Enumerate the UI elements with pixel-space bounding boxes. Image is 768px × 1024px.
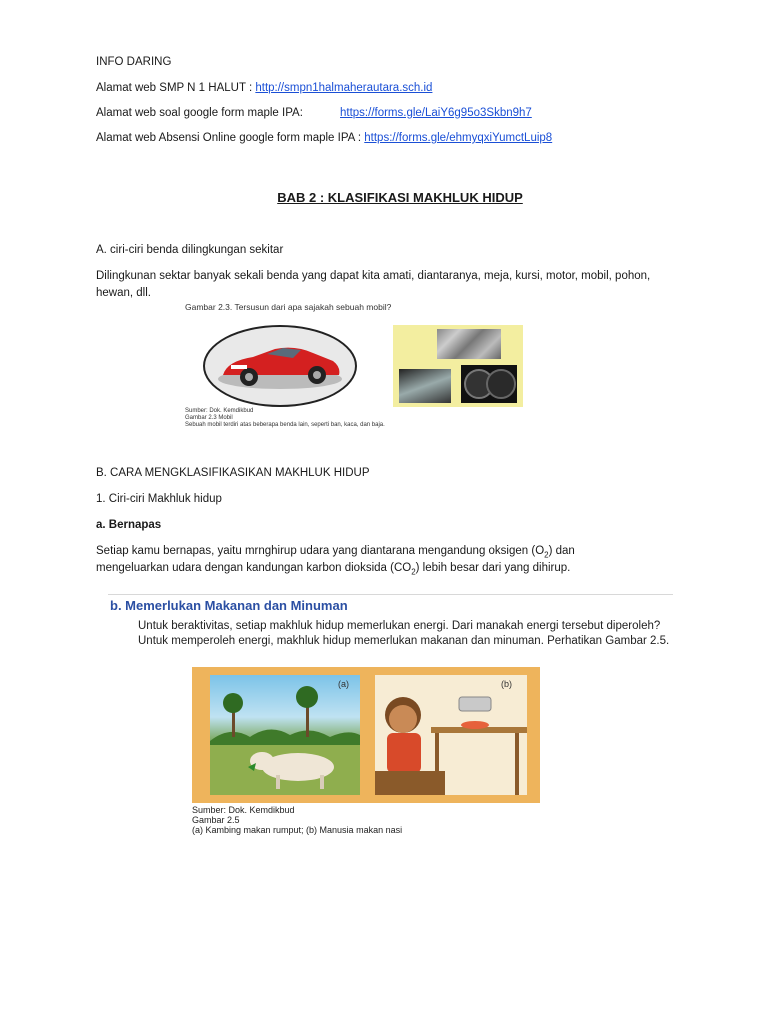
section-a-heading: A. ciri-ciri benda dilingkungan sekitar [96,244,284,256]
absen-label: Alamat web Absensi Online google form maple IPA : [96,132,365,144]
bernapas-heading: a. Bernapas [96,519,162,531]
car-figure-source [185,408,385,429]
bernapas-text [96,543,686,577]
food-figure [192,667,540,803]
subscript: 2 [544,550,549,560]
source-line: Sumber: Dok. Kemdikbud [185,408,254,414]
caption-line: Gambar 2.5 [192,815,240,825]
source-line: Gambar 2.3 Mobil [185,415,233,421]
chapter-title [0,190,768,205]
human-eating-image [375,675,527,795]
food-figure-caption [192,805,402,835]
bernapas-text-part: mengeluarkan udara dengan kandungan karbon dioksida (CO [96,562,412,574]
book-section-heading: b. Memerlukan Makanan dan Minuman [110,598,348,613]
caption-line: Sumber: Dok. Kemdikbud [192,805,295,815]
absen-line [96,130,552,146]
panel-b-tag: (b) [501,679,512,689]
web-smp-link[interactable]: http://smpn1halmaherautara.sch.id [255,82,433,94]
soal-line [96,105,303,121]
book-section-body: Untuk beraktivitas, setiap makhluk hidup memerlukan energi. Dari manakah energi tersebut diperoleh? Untuk memperoleh energi, makhluk hidup memerlukan makanan dan minuman. Perhatikan Gambar 2.5. [138,620,670,647]
absen-link[interactable]: https://forms.gle/ehmyqxiYumctLuip8 [364,132,553,144]
bernapas-text-part: ) lebih besar dari yang dihirup. [415,562,571,574]
info-daring-label: INFO DARING [96,56,172,68]
soal-link[interactable]: https://forms.gle/LaiY6g95o3Skbn9h7 [340,107,532,119]
section-b-heading: B. CARA MENGKLASIFIKASIKAN MAKHLUK HIDUP [96,467,370,479]
chapter-title-text: BAB 2 : KLASIFIKASI MAKHLUK HIDUP [277,190,523,205]
goat-image [210,675,360,795]
car-figure [183,300,543,435]
bernapas-text-part: Setiap kamu bernapas, yaitu mrnghirup udara yang diantarana mengandung oksigen (O [96,545,545,557]
caption-line: (a) Kambing makan rumput; (b) Manusia makan nasi [192,825,403,835]
ciri-heading: 1. Ciri-ciri Makhluk hidup [96,493,222,505]
bernapas-text-part: ) dan [548,545,575,557]
web-smp-line [96,80,432,96]
book-section [108,594,673,647]
source-line: Sebuah mobil terdiri atas beberapa benda lain, seperti ban, kaca, dan baja. [185,422,385,428]
car-image [203,325,357,407]
car-parts-image [393,325,523,407]
section-a-text: Dilingkunan sektar banyak sekali benda yang dapat kita amati, diantaranya, meja, kursi, motor, mobil, pohon, hewan, dll. [96,270,651,299]
web-smp-label: Alamat web SMP N 1 HALUT : [96,82,256,94]
car-figure-caption: Gambar 2.3. Tersusun dari apa sajakah sebuah mobil? [185,302,392,312]
panel-a-tag: (a) [338,679,349,689]
subscript: 2 [411,567,416,577]
soal-label: Alamat web soal google form maple IPA: [96,107,303,119]
